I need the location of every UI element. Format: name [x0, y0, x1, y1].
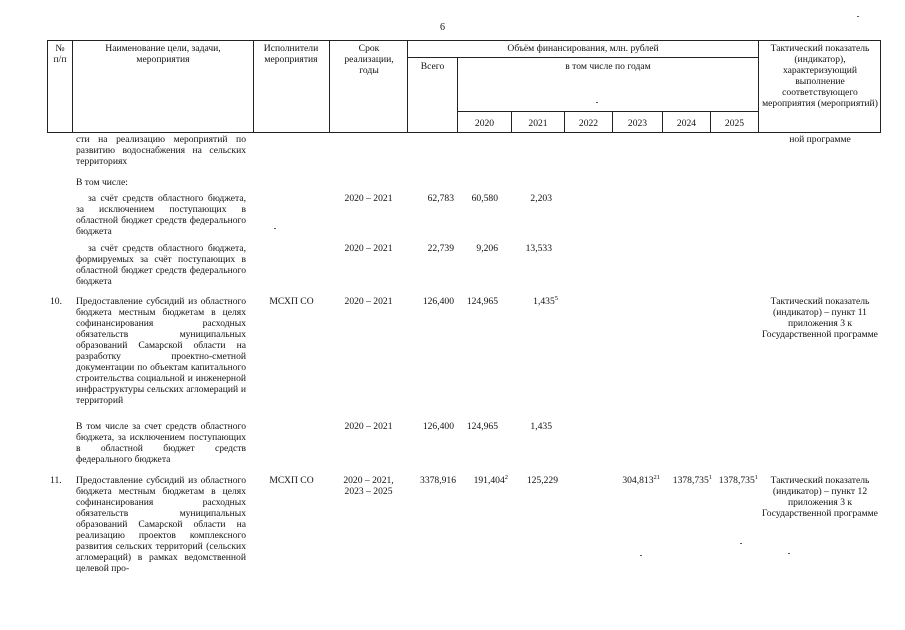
row-11-executor: МСХП СО [269, 475, 314, 486]
row-11-2023-footnote: 21 [653, 474, 660, 481]
row-11-2023 [604, 475, 660, 486]
header-year-2024: 2024 [676, 118, 697, 129]
row-11-total: 3378,916 [420, 475, 456, 486]
row-federal-funded-2021: 13,533 [525, 243, 552, 254]
row-11-2024-footnote: 1 [708, 474, 712, 481]
scan-speck [788, 553, 790, 554]
row-continuation-indicator: ной программе [789, 134, 851, 145]
header-name: Наименование цели, задачи, мероприятия [105, 43, 221, 65]
header-year-2022: 2022 [578, 118, 599, 129]
row-regional-budget-2020: 60,580 [471, 193, 498, 204]
row-10-sub-name: В том числе за счет средств областного бюджета, за исключением поступающих в областной бюджет средств федерального бюджета [76, 421, 246, 465]
row-federal-funded-period: 2020 – 2021 [344, 243, 393, 254]
row-11-indicator: Тактический показатель (индикатор) – пункт 12 приложения 3 к Государственной программе [762, 475, 878, 519]
scan-speck [274, 228, 276, 229]
row-10-2021-footnote: 5 [554, 295, 558, 302]
row-11-2020-footnote: 2 [504, 474, 508, 481]
row-11-num: 11. [50, 475, 62, 486]
row-federal-funded-2020: 9,206 [476, 243, 498, 254]
row-11-2025-value: 1378,735 [718, 475, 755, 486]
header-year-2021: 2021 [528, 118, 548, 129]
row-11-2024-value: 1378,735 [672, 475, 709, 486]
row-10-indicator: Тактический показатель (индикатор) – пункт 11 приложения 3 к Государственной программе [762, 296, 878, 340]
header-period: Срок реализации, годы [344, 43, 394, 76]
row-11-period: 2020 – 2021, 2023 – 2025 [343, 475, 394, 497]
row-10-executor: МСХП СО [269, 296, 314, 307]
row-11-name: Предоставление субсидий из областного бюджета местным бюджетам в целях софинансирования расходных обязательств муниципальных образований Самарской области на реализацию проектов комплексного развития сельских территорий (сельских агломераций) в рамках ведомственной целевой про- [76, 475, 246, 574]
row-including-label: В том числе: [76, 177, 128, 188]
scan-speck [857, 16, 859, 17]
scan-speck [640, 555, 642, 556]
scan-speck [740, 543, 742, 544]
row-federal-funded-name: за счёт средств областного бюджета, формируемых за счёт поступающих в областной бюджет средств федерального бюджета [76, 243, 246, 287]
header-year-2023: 2023 [627, 118, 648, 129]
row-11-2020 [458, 475, 508, 486]
row-regional-budget-total: 62,783 [427, 193, 454, 204]
row-11-2025 [700, 475, 758, 486]
row-10-sub-total: 126,400 [422, 421, 454, 432]
row-regional-budget-2021: 2,203 [530, 193, 552, 204]
header-total: Всего [420, 61, 445, 72]
row-10-num: 10. [50, 296, 62, 307]
row-11-2021: 125,229 [526, 475, 558, 486]
header-year-2025: 2025 [724, 118, 745, 129]
row-11-2025-footnote: 1 [754, 474, 758, 481]
row-10-2020: 124,965 [466, 296, 498, 307]
header-indicator: Тактический показатель (индикатор), характеризующий выполнение соответствующего мероприятия (мероприятий) [762, 43, 878, 109]
row-regional-budget-period: 2020 – 2021 [344, 193, 393, 204]
header-num: № п/п [53, 43, 67, 65]
row-11-2023-value: 304,813 [622, 475, 654, 486]
row-federal-funded-total: 22,739 [427, 243, 454, 254]
row-10-sub-period: 2020 – 2021 [344, 421, 393, 432]
row-10-2021 [508, 296, 558, 307]
row-10-total: 126,400 [422, 296, 454, 307]
row-10-period: 2020 – 2021 [344, 296, 393, 307]
scan-speck [596, 102, 598, 103]
row-10-sub-2020: 124,965 [466, 421, 498, 432]
row-regional-budget-name: за счёт средств областного бюджета, за исключением поступающих в областной бюджет средств федерального бюджета [76, 193, 246, 237]
header-year-2020: 2020 [474, 118, 495, 129]
page-number: 6 [440, 22, 445, 33]
header-funding: Объём финансирования, млн. рублей [507, 43, 659, 54]
row-10-2021-value: 1,435 [533, 296, 555, 307]
header-by-years: в том числе по годам [565, 61, 651, 72]
row-11-2020-value: 191,404 [473, 475, 505, 486]
row-continuation-name: сти на реализацию мероприятий по развитию водоснабжения на сельских территориях [76, 134, 246, 167]
row-10-name: Предоставление субсидий из областного бюджета местным бюджетам в целях софинансирования расходных обязательств муниципальных образований Самарской области на разработку проектно-сметной документации по объектам капитального строительства социальной и инженерной инфраструктуры сельских агломераций и территорий [76, 296, 246, 406]
header-executors: Исполнители мероприятия [263, 43, 319, 65]
row-10-sub-2021: 1,435 [530, 421, 552, 432]
